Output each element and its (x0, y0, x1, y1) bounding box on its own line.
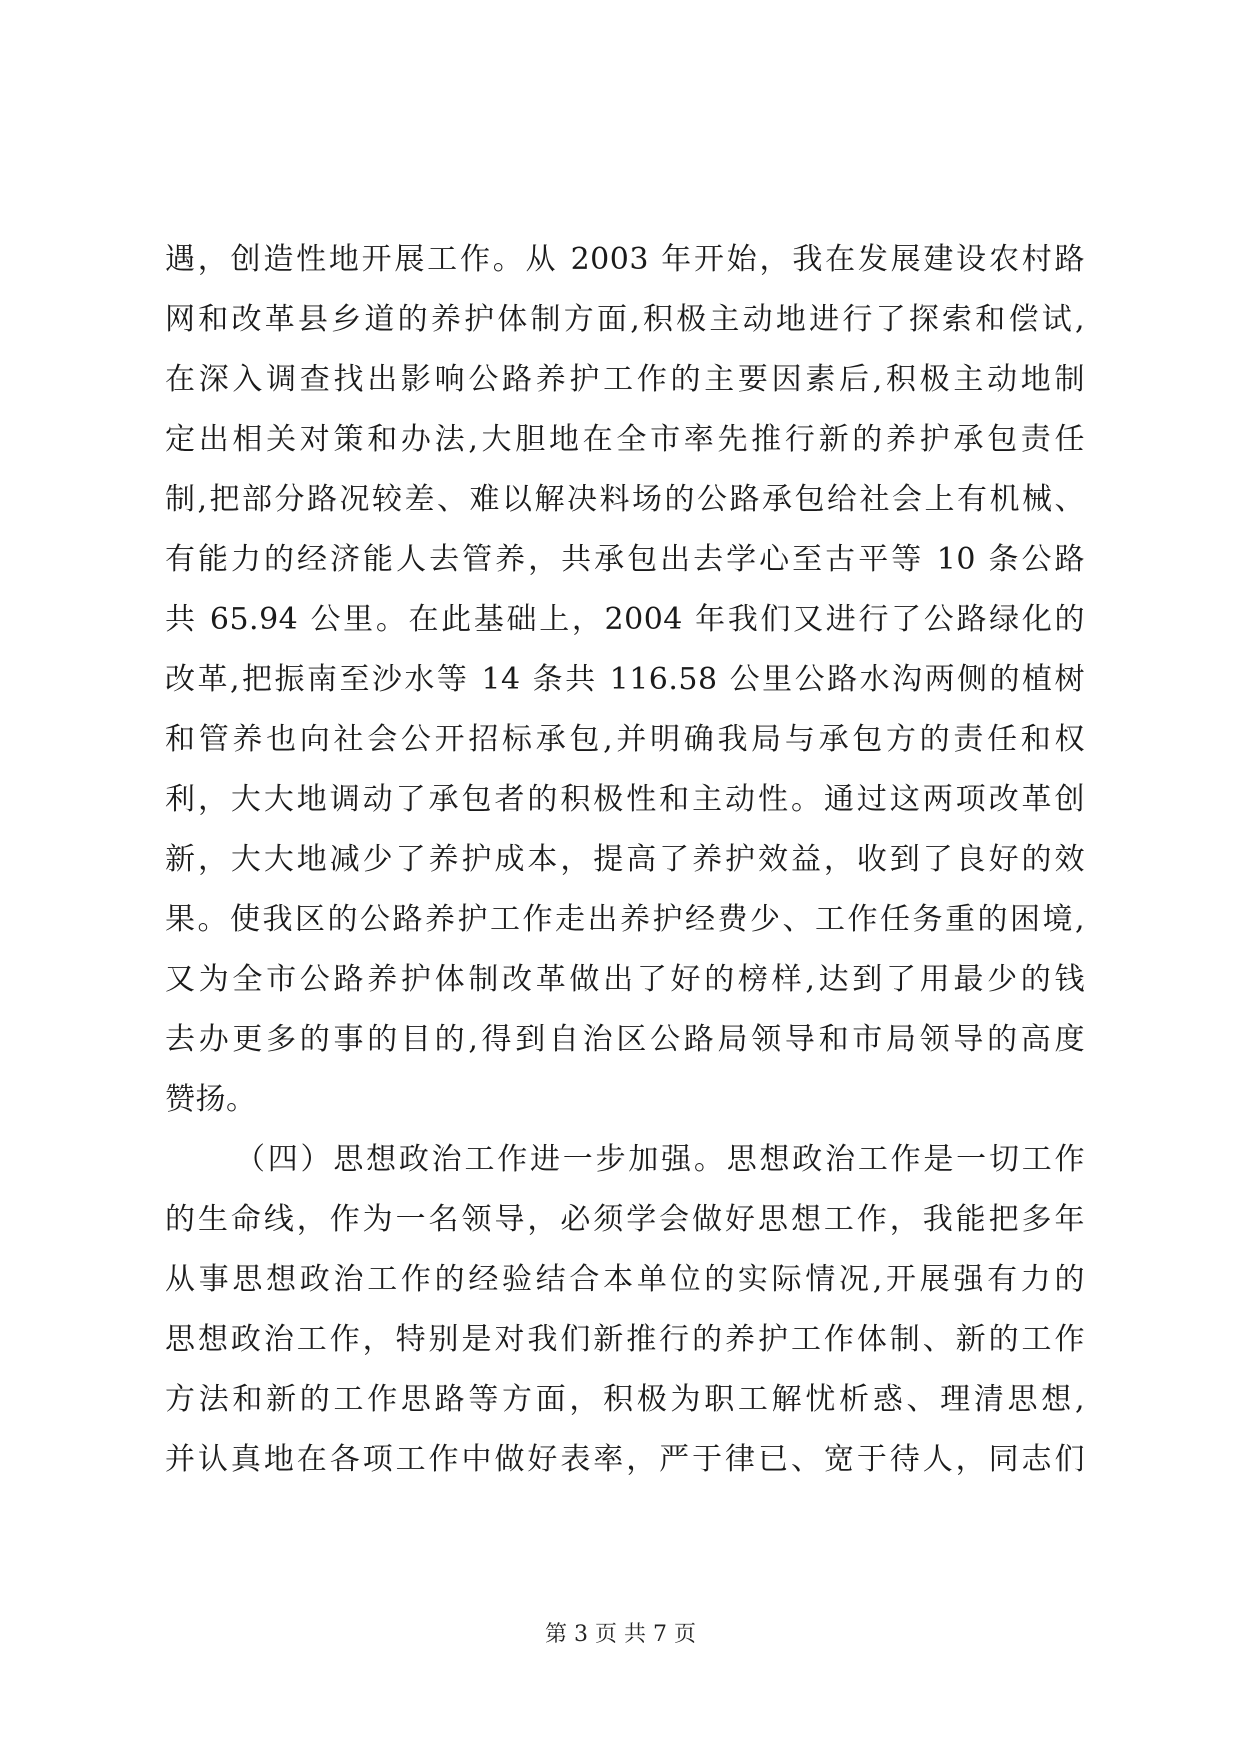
paragraph-line: 遇，创造性地开展工作。从 2003 年开始，我在发展建设农村路 (165, 242, 1085, 277)
paragraph-line: 制,把部分路况较差、难以解决料场的公路承包给社会上有机械、 (165, 482, 1085, 517)
paragraph-line: 定出相关对策和办法,大胆地在全市率先推行新的养护承包责任 (165, 422, 1085, 457)
paragraph-line: 共 65.94 公里。在此基础上，2004 年我们又进行了公路绿化的 (165, 602, 1085, 637)
section-heading-line: （四）思想政治工作进一步加强。思想政治工作是一切工作 (235, 1142, 1085, 1177)
paragraph-line: 网和改革县乡道的养护体制方面,积极主动地进行了探索和偿试, (165, 302, 1085, 337)
paragraph-line: 赞扬。 (165, 1082, 257, 1117)
paragraph-line: 思想政治工作，特别是对我们新推行的养护工作体制、新的工作 (165, 1322, 1085, 1357)
paragraph-line: 去办更多的事的目的,得到自治区公路局领导和市局领导的高度 (165, 1022, 1085, 1057)
paragraph-line: 和管养也向社会公开招标承包,并明确我局与承包方的责任和权 (165, 722, 1085, 757)
page-number-footer: 第 3 页 共 7 页 (545, 1622, 696, 1647)
paragraph-line: 又为全市公路养护体制改革做出了好的榜样,达到了用最少的钱 (165, 962, 1085, 997)
paragraph-line: 有能力的经济能人去管养，共承包出去学心至古平等 10 条公路 (165, 542, 1085, 577)
paragraph-line: 的生命线，作为一名领导，必须学会做好思想工作，我能把多年 (165, 1202, 1085, 1237)
body-text (165, 230, 1085, 1490)
paragraph-line: 方法和新的工作思路等方面，积极为职工解忧析惑、理清思想, (165, 1382, 1085, 1417)
paragraph-line: 并认真地在各项工作中做好表率，严于律已、宽于待人，同志们 (165, 1442, 1085, 1477)
paragraph-line: 从事思想政治工作的经验结合本单位的实际情况,开展强有力的 (165, 1262, 1085, 1297)
paragraph-line: 利，大大地调动了承包者的积极性和主动性。通过这两项改革创 (165, 782, 1085, 817)
paragraph-line: 果。使我区的公路养护工作走出养护经费少、工作任务重的困境, (165, 902, 1085, 937)
paragraph-line: 改革,把振南至沙水等 14 条共 116.58 公里公路水沟两侧的植树 (165, 662, 1085, 697)
paragraph-line: 在深入调查找出影响公路养护工作的主要因素后,积极主动地制 (165, 362, 1085, 397)
paragraph-line: 新，大大地减少了养护成本，提高了养护效益，收到了良好的效 (165, 842, 1085, 877)
